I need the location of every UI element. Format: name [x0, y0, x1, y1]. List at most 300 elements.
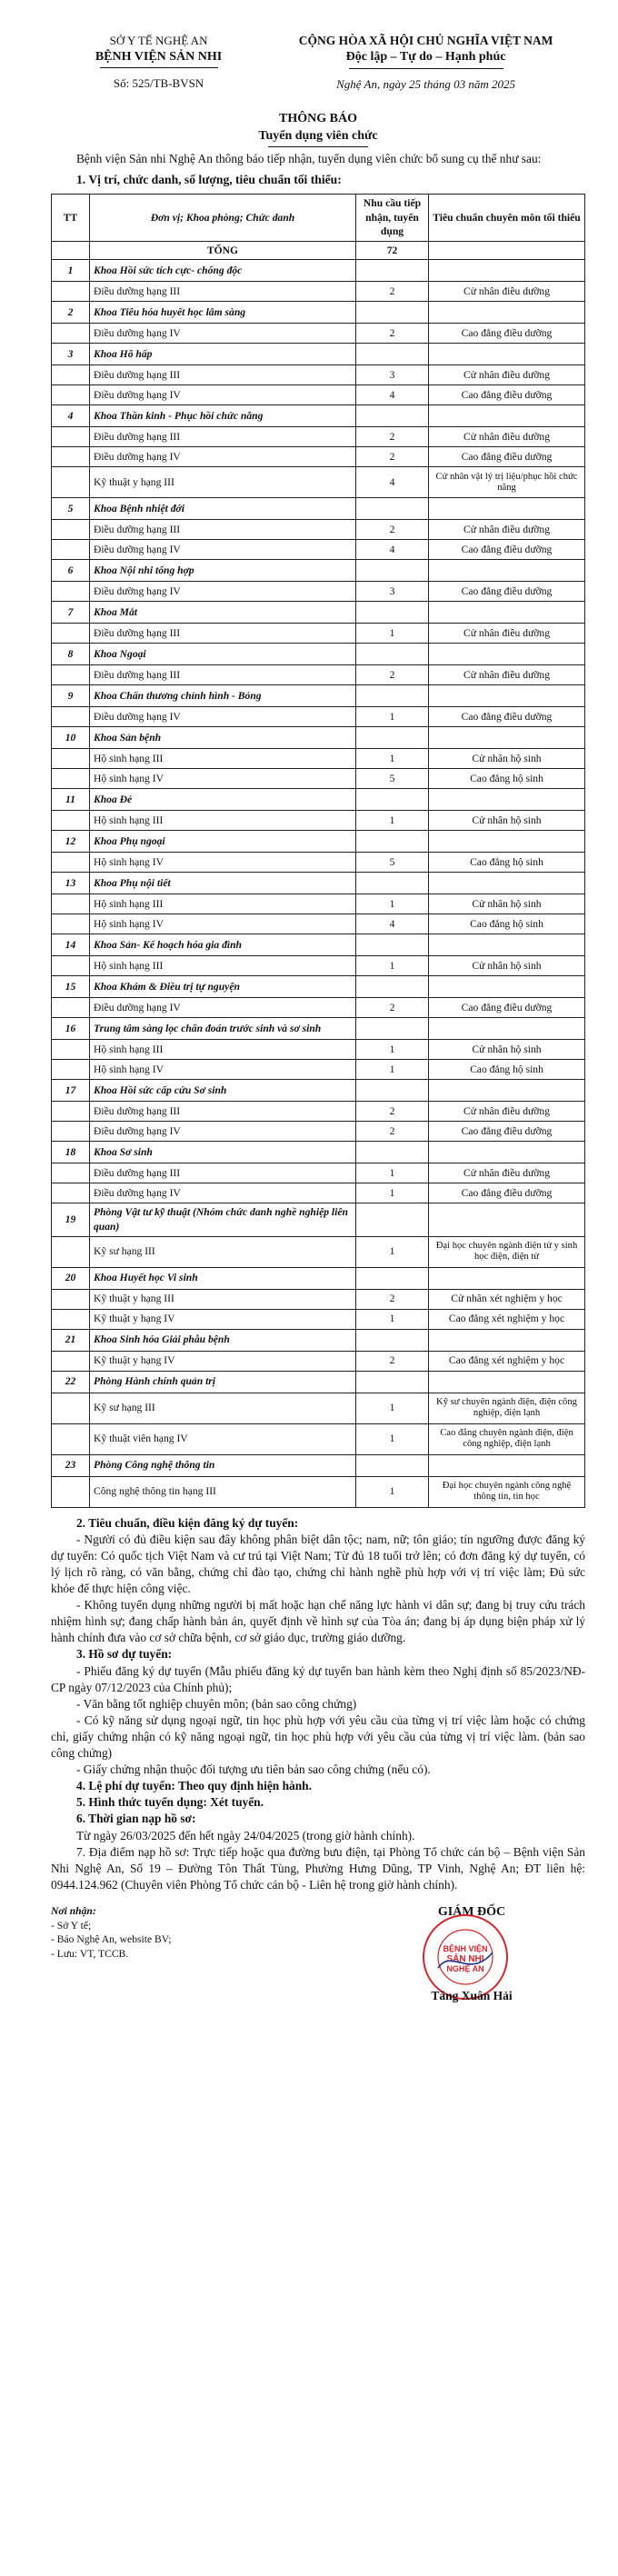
- cell-position-title: Điều dưỡng hạng IV: [90, 1183, 356, 1203]
- cell-standard: Kỹ sư chuyên ngành điện, điện công nghiệp, điện lạnh: [429, 1393, 585, 1423]
- recipient-item: - Lưu: VT, TCCB.: [51, 1947, 129, 1960]
- cell-department-name: Khoa Tiêu hóa huyết học lâm sàng: [90, 302, 356, 324]
- cell-position-title: Điều dưỡng hạng III: [90, 282, 356, 302]
- position-row: [52, 894, 585, 914]
- total-std: [429, 241, 585, 260]
- cell-position-title: Điều dưỡng hạng IV: [90, 998, 356, 1018]
- cell-tt: 23: [52, 1454, 90, 1476]
- cell-tt: [52, 853, 90, 873]
- cell-position-title: Điều dưỡng hạng IV: [90, 324, 356, 344]
- cell-standard: [429, 789, 585, 811]
- cell-position-title: Kỹ thuật y hạng III: [90, 467, 356, 498]
- cell-standard: Cử nhân điều dưỡng: [429, 624, 585, 644]
- cell-tt: 22: [52, 1371, 90, 1393]
- cell-department-name: Khoa Sản- Kế hoạch hóa gia đình: [90, 934, 356, 956]
- position-row: [52, 914, 585, 934]
- cell-department-name: Khoa Sinh hóa Giải phẫu bệnh: [90, 1329, 356, 1351]
- signature-block: [358, 1904, 585, 2004]
- section-item: 7. Địa điểm nạp hồ sơ: Trực tiếp hoặc qua đường bưu điện, tại Phòng Tổ chức cán bộ – Bệnh viện Sản Nhi Nghệ An, Số 19 – Đường Tôn Thất Tùng, Phường Hưng Dũng, TP Vinh, Nghệ An; ĐT liên hệ: 0944.124.962 (Chuyên viên Phòng Tổ chức cán bộ - Liên hệ trong giờ hành chính).: [51, 1844, 585, 1892]
- department-row: [52, 405, 585, 427]
- cell-count: [356, 685, 429, 707]
- cell-tt: [52, 624, 90, 644]
- cell-standard: [429, 602, 585, 624]
- cell-position-title: Kỹ thuật y hạng III: [90, 1289, 356, 1309]
- department-row: [52, 498, 585, 520]
- signer-name: Tăng Xuân Hải: [431, 1988, 513, 2002]
- cell-standard: [429, 934, 585, 956]
- recipient-item: - Báo Nghệ An, website BV;: [51, 1933, 172, 1946]
- cell-position-title: Kỹ thuật viên hạng IV: [90, 1423, 356, 1454]
- cell-position-title: Điều dưỡng hạng IV: [90, 582, 356, 602]
- cell-count: 1: [356, 1183, 429, 1203]
- recipient-item: - Sở Y tế;: [51, 1919, 92, 1932]
- position-row: [52, 520, 585, 540]
- cell-standard: Cao đẳng chuyên ngành điện, điện công nghiệp, điện lạnh: [429, 1423, 585, 1454]
- cell-tt: [52, 427, 90, 447]
- cell-standard: Cao đẳng điều dưỡng: [429, 998, 585, 1018]
- cell-standard: Cử nhân xét nghiệm y học: [429, 1289, 585, 1309]
- table-header-row: [52, 194, 585, 241]
- cell-standard: [429, 344, 585, 365]
- cell-position-title: Hộ sinh hạng IV: [90, 914, 356, 934]
- motto-underline: [349, 68, 503, 69]
- section-item: - Phiếu đăng ký dự tuyển (Mẫu phiếu đăng ký dự tuyển ban hành kèm theo Nghị định số 85/2023/NĐ-CP ngày 07/12/2023 của Chính phủ);: [51, 1663, 585, 1694]
- document-header: [51, 33, 585, 93]
- section-heading: 5. Hình thức tuyển dụng: Xét tuyển.: [76, 1795, 264, 1810]
- cell-tt: [52, 1040, 90, 1060]
- cell-standard: Cao đẳng điều dưỡng: [429, 540, 585, 560]
- cell-count: 2: [356, 282, 429, 302]
- department-row: [52, 1454, 585, 1476]
- section-heading-1: 1. Vị trí, chức danh, số lượng, tiêu chuẩn tối thiểu:: [76, 172, 342, 186]
- cell-tt: 2: [52, 302, 90, 324]
- cell-tt: 14: [52, 934, 90, 956]
- cell-standard: Cử nhân hộ sinh: [429, 749, 585, 769]
- document-number: Số: 525/TB-BVSN: [113, 76, 204, 91]
- cell-department-name: Trung tâm sàng lọc chẩn đoán trước sinh và sơ sinh: [90, 1018, 356, 1040]
- cell-position-title: Điều dưỡng hạng III: [90, 1163, 356, 1183]
- cell-count: [356, 1329, 429, 1351]
- cell-count: 2: [356, 324, 429, 344]
- cell-count: 2: [356, 1289, 429, 1309]
- position-row: [52, 1476, 585, 1507]
- cell-tt: [52, 520, 90, 540]
- cell-tt: [52, 956, 90, 976]
- cell-count: [356, 1018, 429, 1040]
- cell-count: 1: [356, 1236, 429, 1267]
- cell-standard: Cao đẳng điều dưỡng: [429, 1183, 585, 1203]
- cell-department-name: Khoa Bệnh nhiệt đới: [90, 498, 356, 520]
- cell-count: [356, 302, 429, 324]
- cell-count: 1: [356, 1040, 429, 1060]
- cell-tt: 11: [52, 789, 90, 811]
- position-row: [52, 282, 585, 302]
- cell-standard: [429, 644, 585, 665]
- cell-standard: Cao đẳng hộ sinh: [429, 769, 585, 789]
- cell-department-name: Khoa Mắt: [90, 602, 356, 624]
- cell-tt: [52, 385, 90, 405]
- cell-standard: [429, 1018, 585, 1040]
- cell-standard: Cử nhân điều dưỡng: [429, 365, 585, 385]
- department-row: [52, 1371, 585, 1393]
- document-title: [51, 111, 585, 148]
- department-row: [52, 1329, 585, 1351]
- cell-count: 4: [356, 914, 429, 934]
- cell-count: [356, 560, 429, 582]
- organization-name: BỆNH VIỆN SẢN NHI: [95, 49, 223, 64]
- cell-standard: Cử nhân hộ sinh: [429, 1040, 585, 1060]
- cell-standard: [429, 260, 585, 282]
- cell-count: [356, 498, 429, 520]
- issuer-underline: [100, 67, 218, 68]
- cell-count: [356, 727, 429, 749]
- cell-department-name: Khoa Thần kinh - Phục hồi chức năng: [90, 405, 356, 427]
- cell-count: 3: [356, 582, 429, 602]
- department-row: [52, 1203, 585, 1236]
- cell-position-title: Hộ sinh hạng IV: [90, 769, 356, 789]
- cell-tt: [52, 1309, 90, 1329]
- seal-text-inner: NGHỆ AN: [446, 1963, 484, 1973]
- cell-department-name: Khoa Ngoại: [90, 644, 356, 665]
- cell-standard: Đại học chuyên ngành công nghệ thông tin, tin học: [429, 1476, 585, 1507]
- cell-standard: [429, 405, 585, 427]
- national-title: CỘNG HÒA XÃ HỘI CHỦ NGHĨA VIỆT NAM: [298, 34, 553, 47]
- cell-tt: 15: [52, 976, 90, 998]
- cell-count: 1: [356, 749, 429, 769]
- header-unit: Đơn vị; Khoa phòng; Chức danh: [90, 194, 356, 241]
- cell-standard: [429, 685, 585, 707]
- cell-count: 2: [356, 1122, 429, 1142]
- cell-standard: Cao đẳng hộ sinh: [429, 853, 585, 873]
- cell-tt: [52, 1102, 90, 1122]
- cell-standard: [429, 498, 585, 520]
- cell-standard: Cử nhân điều dưỡng: [429, 1102, 585, 1122]
- cell-department-name: Khoa Sản bệnh: [90, 727, 356, 749]
- cell-standard: [429, 727, 585, 749]
- position-row: [52, 1351, 585, 1371]
- cell-standard: [429, 302, 585, 324]
- position-row: [52, 1163, 585, 1183]
- cell-tt: [52, 707, 90, 727]
- cell-count: [356, 602, 429, 624]
- cell-department-name: Khoa Huyết học Vi sinh: [90, 1267, 356, 1289]
- cell-standard: Cử nhân hộ sinh: [429, 811, 585, 831]
- cell-tt: [52, 769, 90, 789]
- position-row: [52, 1102, 585, 1122]
- cell-position-title: Điều dưỡng hạng III: [90, 665, 356, 685]
- department-row: [52, 1080, 585, 1102]
- position-row: [52, 1122, 585, 1142]
- cell-count: 5: [356, 769, 429, 789]
- intro-paragraph: Bệnh viện Sản nhi Nghệ An thông báo tiếp nhận, tuyển dụng viên chức bổ sung cụ thể như sau:: [76, 152, 542, 166]
- cell-tt: 18: [52, 1142, 90, 1163]
- department-row: [52, 1267, 585, 1289]
- cell-count: 5: [356, 853, 429, 873]
- cell-tt: [52, 1423, 90, 1454]
- department-row: [52, 344, 585, 365]
- cell-position-title: Điều dưỡng hạng IV: [90, 385, 356, 405]
- cell-tt: [52, 749, 90, 769]
- cell-tt: [52, 811, 90, 831]
- cell-tt: [52, 998, 90, 1018]
- department-row: [52, 260, 585, 282]
- section-heading: 4. Lệ phí dự tuyển: Theo quy định hiện hành.: [76, 1779, 312, 1793]
- cell-department-name: Khoa Đẻ: [90, 789, 356, 811]
- position-row: [52, 769, 585, 789]
- position-row: [52, 707, 585, 727]
- cell-count: 2: [356, 520, 429, 540]
- cell-department-name: Khoa Nội nhi tổng hợp: [90, 560, 356, 582]
- cell-department-name: Phòng Vật tư kỹ thuật (Nhóm chức danh nghề nghiệp liên quan): [90, 1203, 356, 1236]
- position-row: [52, 540, 585, 560]
- section-heading: 3. Hồ sơ dự tuyển:: [76, 1647, 173, 1662]
- department-row: [52, 789, 585, 811]
- cell-standard: Cao đẳng xét nghiệm y học: [429, 1351, 585, 1371]
- cell-tt: 1: [52, 260, 90, 282]
- cell-standard: Cao đẳng điều dưỡng: [429, 582, 585, 602]
- place-date: Nghệ An, ngày 25 tháng 03 năm 2025: [336, 77, 515, 92]
- cell-standard: [429, 1142, 585, 1163]
- total-row: [52, 241, 585, 260]
- cell-tt: [52, 1122, 90, 1142]
- document-subject: Tuyển dụng viên chức: [258, 128, 378, 143]
- cell-standard: Cao đẳng điều dưỡng: [429, 385, 585, 405]
- cell-standard: Cử nhân điều dưỡng: [429, 665, 585, 685]
- section-item: - Không tuyển dụng những người bị mất hoặc hạn chế năng lực hành vi dân sự; đang bị truy cứu trách nhiệm hình sự; đang chấp hành bản án, quyết định về hình sự của Tòa án; đang bị áp dụng biện pháp xử lý hành chính đưa vào cơ sở chữa bệnh, cơ sở giáo dục, trường giáo dưỡng.: [51, 1598, 585, 1645]
- cell-count: [356, 789, 429, 811]
- position-row: [52, 467, 585, 498]
- position-row: [52, 1309, 585, 1329]
- cell-standard: Cao đẳng hộ sinh: [429, 914, 585, 934]
- total-label: TỔNG: [90, 241, 356, 260]
- position-row: [52, 1236, 585, 1267]
- cell-department-name: Khoa Hồi sức cấp cứu Sơ sinh: [90, 1080, 356, 1102]
- department-row: [52, 831, 585, 853]
- cell-count: [356, 1371, 429, 1393]
- cell-position-title: Điều dưỡng hạng IV: [90, 707, 356, 727]
- cell-position-title: Hộ sinh hạng III: [90, 1040, 356, 1060]
- cell-count: 1: [356, 1423, 429, 1454]
- cell-standard: Cao đẳng điều dưỡng: [429, 324, 585, 344]
- cell-department-name: Khoa Khám & Điều trị tự nguyện: [90, 976, 356, 998]
- cell-count: 1: [356, 811, 429, 831]
- cell-tt: 6: [52, 560, 90, 582]
- position-row: [52, 582, 585, 602]
- cell-count: 2: [356, 447, 429, 467]
- position-row: [52, 665, 585, 685]
- cell-standard: Cử nhân hộ sinh: [429, 956, 585, 976]
- position-row: [52, 998, 585, 1018]
- department-row: [52, 602, 585, 624]
- cell-standard: Đại học chuyên ngành điện tử y sinh học điện, điện tử: [429, 1236, 585, 1267]
- seal-text-outer: BỆNH VIỆN: [443, 1943, 488, 1953]
- cell-standard: Cao đẳng xét nghiệm y học: [429, 1309, 585, 1329]
- cell-position-title: Kỹ thuật y hạng IV: [90, 1309, 356, 1329]
- cell-tt: [52, 467, 90, 498]
- cell-tt: 9: [52, 685, 90, 707]
- cell-count: [356, 260, 429, 282]
- requirements-sections: [51, 1515, 585, 1893]
- cell-count: [356, 344, 429, 365]
- cell-department-name: Khoa Phụ nội tiết: [90, 873, 356, 894]
- cell-count: 1: [356, 956, 429, 976]
- cell-department-name: Khoa Phụ ngoại: [90, 831, 356, 853]
- cell-position-title: Điều dưỡng hạng III: [90, 520, 356, 540]
- cell-standard: [429, 560, 585, 582]
- cell-count: [356, 1267, 429, 1289]
- cell-count: [356, 644, 429, 665]
- cell-standard: Cử nhân điều dưỡng: [429, 520, 585, 540]
- cell-tt: [52, 540, 90, 560]
- cell-count: [356, 1080, 429, 1102]
- department-row: [52, 976, 585, 998]
- cell-tt: 12: [52, 831, 90, 853]
- department-row: [52, 644, 585, 665]
- cell-tt: 5: [52, 498, 90, 520]
- department-row: [52, 302, 585, 324]
- cell-position-title: Điều dưỡng hạng IV: [90, 540, 356, 560]
- cell-standard: [429, 873, 585, 894]
- cell-tt: [52, 665, 90, 685]
- cell-position-title: Hộ sinh hạng III: [90, 956, 356, 976]
- cell-standard: [429, 1267, 585, 1289]
- department-row: [52, 873, 585, 894]
- cell-standard: [429, 1080, 585, 1102]
- cell-tt: [52, 1476, 90, 1507]
- cell-tt: [52, 282, 90, 302]
- cell-position-title: Hộ sinh hạng III: [90, 894, 356, 914]
- department-row: [52, 685, 585, 707]
- cell-position-title: Hộ sinh hạng IV: [90, 1060, 356, 1080]
- cell-standard: Cao đẳng điều dưỡng: [429, 447, 585, 467]
- cell-position-title: Công nghệ thông tin hạng III: [90, 1476, 356, 1507]
- position-row: [52, 1183, 585, 1203]
- cell-count: 1: [356, 707, 429, 727]
- cell-standard: [429, 1454, 585, 1476]
- cell-tt: [52, 1351, 90, 1371]
- cell-standard: [429, 1371, 585, 1393]
- cell-standard: Cử nhân điều dưỡng: [429, 427, 585, 447]
- cell-count: [356, 1203, 429, 1236]
- cell-tt: 3: [52, 344, 90, 365]
- total-tt: [52, 241, 90, 260]
- cell-position-title: Hộ sinh hạng III: [90, 749, 356, 769]
- cell-count: 4: [356, 385, 429, 405]
- section-item: - Văn bằng tốt nghiệp chuyên môn; (bản sao công chứng): [76, 1696, 357, 1711]
- position-row: [52, 956, 585, 976]
- cell-standard: [429, 1203, 585, 1236]
- national-block: [266, 33, 585, 93]
- cell-position-title: Điều dưỡng hạng III: [90, 427, 356, 447]
- cell-tt: 4: [52, 405, 90, 427]
- position-row: [52, 811, 585, 831]
- total-value: 72: [356, 241, 429, 260]
- section-heading: 2. Tiêu chuẩn, điều kiện đăng ký dự tuyển:: [76, 1515, 299, 1530]
- cell-tt: 16: [52, 1018, 90, 1040]
- cell-tt: 20: [52, 1267, 90, 1289]
- cell-count: [356, 831, 429, 853]
- issuer-block: [51, 33, 266, 93]
- position-row: [52, 1040, 585, 1060]
- cell-position-title: Hộ sinh hạng IV: [90, 853, 356, 873]
- cell-count: [356, 1142, 429, 1163]
- document-type: THÔNG BÁO: [279, 111, 357, 125]
- document-footer: [51, 1904, 585, 2004]
- cell-count: [356, 873, 429, 894]
- cell-department-name: Khoa Hồi sức tích cực- chống độc: [90, 260, 356, 282]
- recipients-list: [51, 1919, 171, 1962]
- seal-text-mid: SẢN NHI: [446, 1953, 484, 1964]
- cell-tt: 13: [52, 873, 90, 894]
- cell-tt: [52, 324, 90, 344]
- cell-count: 1: [356, 1476, 429, 1507]
- department-row: [52, 727, 585, 749]
- cell-position-title: Điều dưỡng hạng IV: [90, 447, 356, 467]
- cell-count: 1: [356, 1309, 429, 1329]
- positions-table: [51, 194, 585, 1508]
- cell-department-name: Khoa Hô hấp: [90, 344, 356, 365]
- position-row: [52, 624, 585, 644]
- title-underline: [268, 146, 368, 147]
- cell-tt: [52, 914, 90, 934]
- cell-count: 1: [356, 624, 429, 644]
- department-row: [52, 934, 585, 956]
- cell-count: 2: [356, 1102, 429, 1122]
- cell-department-name: Khoa Chấn thương chỉnh hình - Bỏng: [90, 685, 356, 707]
- cell-tt: 10: [52, 727, 90, 749]
- national-motto: Độc lập – Tự do – Hạnh phúc: [345, 50, 506, 65]
- cell-count: 3: [356, 365, 429, 385]
- position-row: [52, 324, 585, 344]
- recipients-block: [51, 1904, 171, 2004]
- cell-count: 1: [356, 1163, 429, 1183]
- cell-tt: [52, 1183, 90, 1203]
- position-row: [52, 365, 585, 385]
- cell-standard: [429, 976, 585, 998]
- position-row: [52, 427, 585, 447]
- cell-tt: [52, 894, 90, 914]
- section-item: Từ ngày 26/03/2025 đến hết ngày 24/04/2025 (trong giờ hành chính).: [76, 1828, 415, 1842]
- cell-standard: [429, 831, 585, 853]
- table-body: [52, 241, 585, 1507]
- cell-position-title: Điều dưỡng hạng III: [90, 365, 356, 385]
- cell-tt: 19: [52, 1203, 90, 1236]
- position-row: [52, 447, 585, 467]
- cell-count: 4: [356, 540, 429, 560]
- cell-count: [356, 405, 429, 427]
- cell-tt: [52, 1393, 90, 1423]
- cell-count: [356, 1454, 429, 1476]
- cell-tt: 17: [52, 1080, 90, 1102]
- cell-count: 2: [356, 427, 429, 447]
- section-item: - Người có đủ điều kiện sau đây không phân biệt dân tộc; nam, nữ; tôn giáo; tín ngưỡng được đăng ký dự tuyển: Có quốc tịch Việt Nam và cư trú tại Việt Nam; Từ đủ 18 tuổi trở lên; có đơn đăng ký dự tuyển, có lý lịch rõ ràng, có văn bằng, chứng chỉ đào tạo, chứng chỉ hành nghề phù hợp với vị trí việc làm; Đủ sức khỏe để thực hiện công việc.: [51, 1532, 585, 1596]
- signer-position: GIÁM ĐỐC: [437, 1904, 506, 1919]
- cell-count: 2: [356, 665, 429, 685]
- section-heading: 6. Thời gian nạp hồ sơ:: [76, 1812, 196, 1826]
- section-item: - Giấy chứng nhận thuộc đối tượng ưu tiên bản sao công chứng (nếu có).: [76, 1762, 431, 1777]
- cell-position-title: Kỹ sư hạng III: [90, 1393, 356, 1423]
- header-standard: Tiêu chuẩn chuyên môn tối thiểu: [429, 194, 585, 241]
- cell-count: 1: [356, 1060, 429, 1080]
- cell-count: [356, 976, 429, 998]
- cell-count: 1: [356, 1393, 429, 1423]
- cell-tt: [52, 1289, 90, 1309]
- cell-position-title: Điều dưỡng hạng III: [90, 1102, 356, 1122]
- position-row: [52, 1423, 585, 1454]
- position-row: [52, 749, 585, 769]
- cell-standard: Cao đẳng hộ sinh: [429, 1060, 585, 1080]
- cell-standard: Cử nhân điều dưỡng: [429, 1163, 585, 1183]
